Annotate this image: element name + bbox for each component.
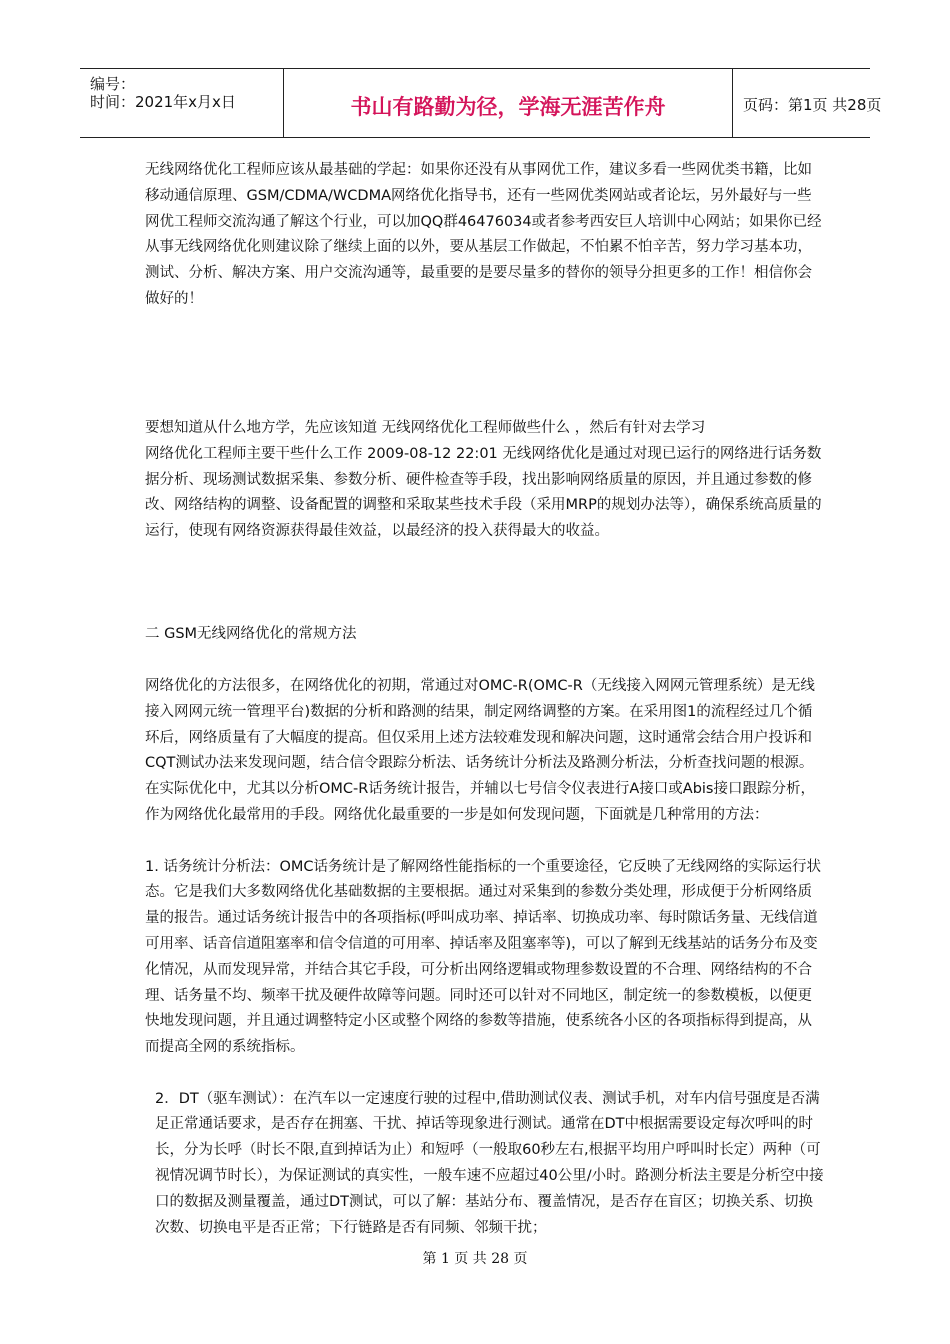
document-body [145,158,825,1241]
section-heading: 二 GSM无线网络优化的常规方法 [145,626,357,643]
header-motto-cell [284,69,733,137]
motto: 书山有路勤为径，学海无涯苦作舟 [350,95,666,119]
header-page-cell [733,69,882,137]
paragraph-drive-test: 2．DT（驱车测试）：在汽车以一定速度行驶的过程中,借助测试仪表、测试手机，对车内信号强度是否满足正常通话要求，是否存在拥塞、干扰、掉话等现象进行测试。通常在DT中根据需要设定每次呼叫的时长，分为长呼（时长不限,直到掉话为止）和短呼（一般取60秒左右,根据平均用户呼叫时长定）两种（可视情况调节时长），为保证测试的真实性，一般车速不应超过40公里/小时。路测分析法主要是分析空中接口的数据及测量覆盖，通过DT测试，可以了解：基站分布、覆盖情况，是否存在盲区；切换关系、切换次数、切换电平是否正常；下行链路是否有同频、邻频干扰； [155,1090,824,1236]
paragraph-intro: 无线网络优化工程师应该从最基础的学起：如果你还没有从事网优工作，建议多看一些网优类书籍，比如移动通信原理、GSM/CDMA/WCDMA网络优化指导书，还有一些网优类网站或者论坛，另外最好与一些网优工程师交流沟通了解这个行业，可以加QQ群46476034或者参考西安巨人培训中心网站；如果你已经从事无线网络优化则建议除了继续上面的以外，要从基层工作做起，不怕累不怕辛苦，努力学习基本功，测试、分析、解决方案、用户交流沟通等，最重要的是要尽量多的替你的领导分担更多的工作！相信你会做好的！ [145,162,822,307]
paragraph-traffic-stats: 1. 话务统计分析法：OMC话务统计是了解网络性能指标的一个重要途径，它反映了无线网络的实际运行状态。它是我们大多数网络优化基础数据的主要根据。通过对采集到的参数分类处理，形成便于分析网络质量的报告。通过话务统计报告中的各项指标(呼叫成功率、掉话率、切换成功率、每时隙话务量、无线信道可用率、话音信道阻塞率和信令信道的可用率、掉话率及阻塞率等)，可以了解到无线基站的话务分布及变化情况，从而发现异常，并结合其它手段，可分析出网络逻辑或物理参数设置的不合理、网络结构的不合理、话务量不均、频率干扰及硬件故障等问题。同时还可以针对不同地区，制定统一的参数模板，以便更快地发现问题，并且通过调整特定小区或整个网络的参数等措施，使系统各小区的各项指标得到提高，从而提高全网的系统指标。 [145,858,821,1056]
page-info: 页码：第1页 共28页 [743,96,882,114]
paragraph-engineer-work: 网络优化工程师主要干些什么工作 2009-08-12 22:01 无线网络优化是通过对现已运行的网络进行话务数据分析、现场测试数据采集、参数分析、硬件检查等手段，找出影响网络质量的原因，并且通过参数的修改、网络结构的调整、设备配置的调整和采取某些技术手段（采用MRP的规划办法等），确保系统高质量的运行，使现有网络资源获得最佳效益，以最经济的投入获得最大的收益。 [145,445,822,540]
paragraph-what-to-learn: 要想知道从什么地方学，先应该知道 无线网络优化工程师做些什么 ，然后有针对去学习 [145,419,706,436]
header-meta-cell [80,69,284,137]
number-label: 编号： [90,75,136,93]
time-line: 时间：2021年x月x日 [90,93,236,111]
header-table [80,68,882,138]
paragraph-methods: 网络优化的方法很多，在网络优化的初期，常通过对OMC-R(OMC-R（无线接入网网元管理系统）是无线接入网网元统一管理平台)数据的分析和路测的结果，制定网络调整的方案。在采用图1的流程经过几个循环后，网络质量有了大幅度的提高。但仅采用上述方法较难发现和解决问题，这时通常会结合用户投诉和CQT测试办法来发现问题，结合信令跟踪分析法、话务统计分析法及路测分析法，分析查找问题的根源。在实际优化中，尤其以分析OMC-R话务统计报告，并辅以七号信令仪表进行A接口或Abis接口跟踪分析，作为网络优化最常用的手段。网络优化最重要的一步是如何发现问题，下面就是几种常用的方法： [145,677,815,823]
page-footer: 第 1 页 共 28 页 [422,1251,528,1267]
